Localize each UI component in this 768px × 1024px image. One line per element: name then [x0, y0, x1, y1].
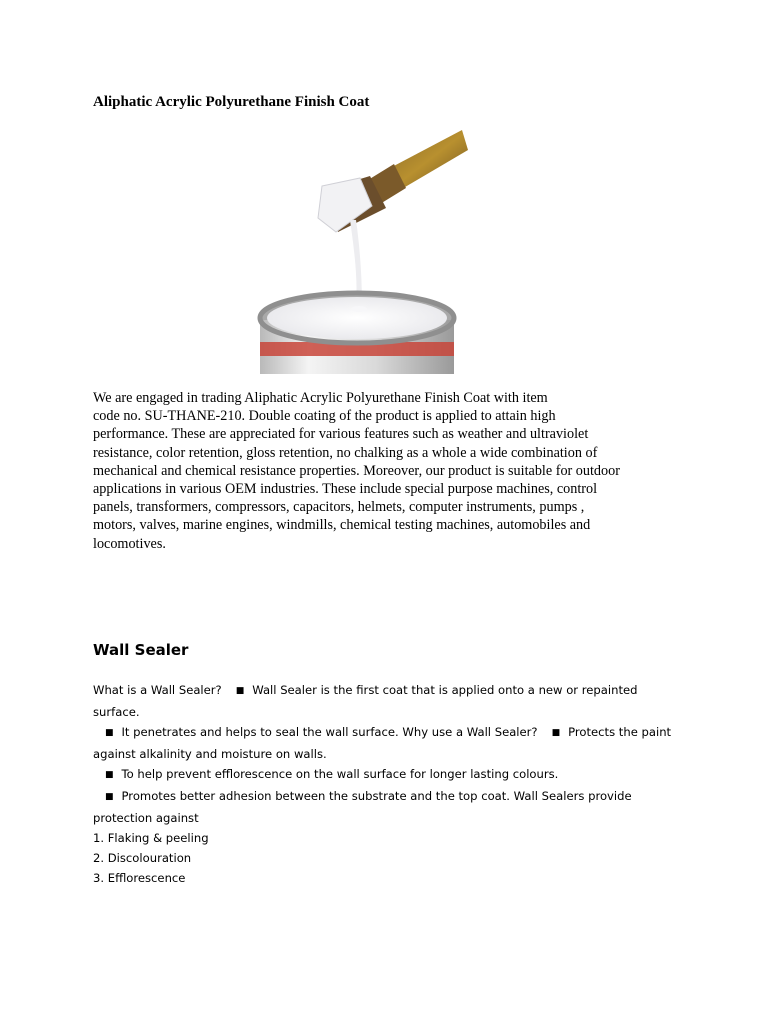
sealer-row-5	[93, 764, 693, 786]
description-line: locomotives.	[93, 535, 166, 552]
sealer-row-7: protection against	[93, 811, 199, 825]
description-line: resistance, color retention, gloss retention, no chalking as a whole a wide combination of	[93, 444, 598, 461]
bullet-text: Protects the paint	[568, 725, 672, 739]
paint-brush-and-can-image	[240, 128, 470, 374]
description-line: code no. SU-THANE-210. Double coating of the product is applied to attain high	[93, 408, 556, 425]
square-bullet-icon: ■	[105, 728, 114, 738]
sealer-row-2: surface.	[93, 705, 140, 719]
answer-text: Wall Sealer is the first coat that is applied onto a new or repainted	[252, 683, 638, 697]
square-bullet-icon: ■	[105, 792, 114, 802]
product-title: Aliphatic Acrylic Polyurethane Finish Coat	[93, 94, 370, 110]
description-line: motors, valves, marine engines, windmills, chemical testing machines, automobiles and	[93, 517, 591, 534]
wall-sealer-body	[93, 680, 693, 888]
description-line: mechanical and chemical resistance properties. Moreover, our product is suitable for outdoor	[93, 462, 620, 479]
wall-sealer-title: Wall Sealer	[93, 641, 189, 659]
square-bullet-icon: ■	[551, 728, 561, 738]
square-bullet-icon: ■	[235, 686, 245, 696]
bullet-text: Promotes better adhesion between the substrate and the top coat. Wall Sealers provide	[121, 789, 632, 803]
list-item: 3. Efflorescence	[93, 871, 186, 885]
sealer-row-3	[93, 722, 693, 744]
question-text: What is a Wall Sealer?	[93, 683, 222, 697]
bullet-text: It penetrates and helps to seal the wall surface. Why use a Wall Sealer?	[121, 725, 538, 739]
product-description	[93, 389, 683, 553]
description-line: applications in various OEM industries. These include special purpose machines, control	[93, 481, 598, 498]
list-item: 2. Discolouration	[93, 851, 192, 865]
sealer-row-6	[93, 786, 693, 808]
sealer-row-1	[93, 680, 693, 702]
description-line: performance. These are appreciated for various features such as weather and ultraviolet	[93, 426, 589, 443]
square-bullet-icon: ■	[105, 770, 114, 780]
description-line: panels, transformers, compressors, capacitors, helmets, computer instruments, pumps ,	[93, 499, 585, 516]
list-item: 1. Flaking & peeling	[93, 831, 209, 845]
bullet-text: To help prevent efflorescence on the wall surface for longer lasting colours.	[121, 767, 559, 781]
description-line: We are engaged in trading Aliphatic Acrylic Polyurethane Finish Coat with item	[93, 390, 548, 406]
sealer-row-4: against alkalinity and moisture on walls.	[93, 747, 327, 761]
